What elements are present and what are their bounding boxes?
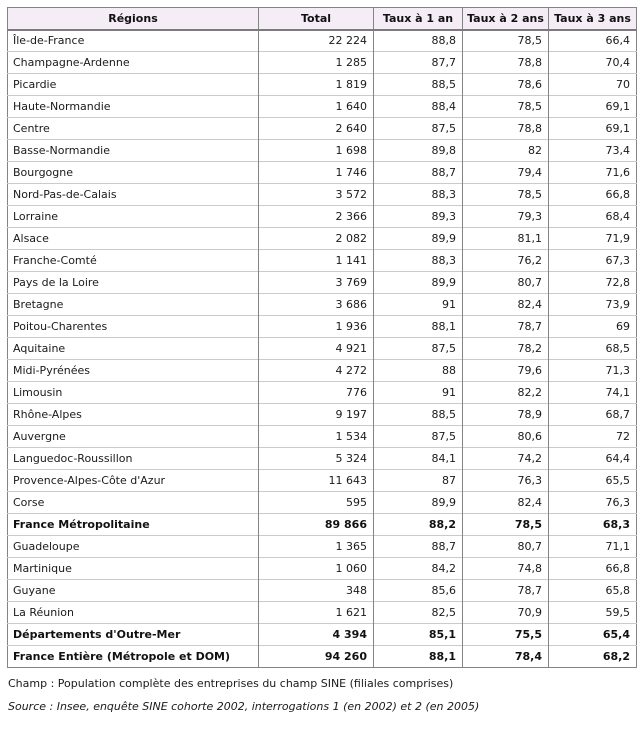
value-cell: 78,4 <box>463 646 549 668</box>
value-cell: 88,7 <box>374 536 463 558</box>
table-row <box>8 206 637 228</box>
value-cell: 72,8 <box>549 272 637 294</box>
table-row <box>8 426 637 448</box>
table-row <box>8 272 637 294</box>
value-cell: 91 <box>374 382 463 404</box>
value-cell: 89,9 <box>374 272 463 294</box>
table-row <box>8 580 637 602</box>
value-cell: 91 <box>374 294 463 316</box>
table-row <box>8 184 637 206</box>
value-cell: 79,6 <box>463 360 549 382</box>
value-cell: 3 686 <box>259 294 374 316</box>
region-name-cell: Basse-Normandie <box>8 140 259 162</box>
table-row <box>8 140 637 162</box>
value-cell: 88,3 <box>374 250 463 272</box>
value-cell: 776 <box>259 382 374 404</box>
value-cell: 9 197 <box>259 404 374 426</box>
region-name-cell: France Entière (Métropole et DOM) <box>8 646 259 668</box>
value-cell: 1 698 <box>259 140 374 162</box>
value-cell: 71,1 <box>549 536 637 558</box>
value-cell: 87,5 <box>374 338 463 360</box>
value-cell: 74,8 <box>463 558 549 580</box>
region-name-cell: Départements d'Outre-Mer <box>8 624 259 646</box>
table-row <box>8 52 637 74</box>
region-name-cell: Languedoc-Roussillon <box>8 448 259 470</box>
value-cell: 78,5 <box>463 30 549 52</box>
value-cell: 78,8 <box>463 118 549 140</box>
value-cell: 82,4 <box>463 294 549 316</box>
region-name-cell: Lorraine <box>8 206 259 228</box>
region-name-cell: Rhône-Alpes <box>8 404 259 426</box>
region-name-cell: Guadeloupe <box>8 536 259 558</box>
column-header: Taux à 1 an <box>374 8 463 30</box>
region-name-cell: Corse <box>8 492 259 514</box>
region-name-cell: Provence-Alpes-Côte d'Azur <box>8 470 259 492</box>
table-row <box>8 470 637 492</box>
value-cell: 2 082 <box>259 228 374 250</box>
regions-stats-table <box>7 7 637 668</box>
region-name-cell: France Métropolitaine <box>8 514 259 536</box>
value-cell: 85,6 <box>374 580 463 602</box>
value-cell: 88,7 <box>374 162 463 184</box>
value-cell: 89,3 <box>374 206 463 228</box>
value-cell: 78,7 <box>463 316 549 338</box>
value-cell: 59,5 <box>549 602 637 624</box>
value-cell: 87 <box>374 470 463 492</box>
value-cell: 1 819 <box>259 74 374 96</box>
value-cell: 85,1 <box>374 624 463 646</box>
value-cell: 2 366 <box>259 206 374 228</box>
value-cell: 64,4 <box>549 448 637 470</box>
value-cell: 22 224 <box>259 30 374 52</box>
value-cell: 75,5 <box>463 624 549 646</box>
value-cell: 88 <box>374 360 463 382</box>
table-row <box>8 294 637 316</box>
region-name-cell: Pays de la Loire <box>8 272 259 294</box>
value-cell: 1 285 <box>259 52 374 74</box>
value-cell: 80,7 <box>463 272 549 294</box>
value-cell: 79,3 <box>463 206 549 228</box>
region-name-cell: Champagne-Ardenne <box>8 52 259 74</box>
region-name-cell: Auvergne <box>8 426 259 448</box>
value-cell: 11 643 <box>259 470 374 492</box>
value-cell: 1 141 <box>259 250 374 272</box>
value-cell: 89,9 <box>374 492 463 514</box>
value-cell: 82 <box>463 140 549 162</box>
value-cell: 88,1 <box>374 646 463 668</box>
table-row <box>8 30 637 52</box>
table-row <box>8 514 637 536</box>
value-cell: 595 <box>259 492 374 514</box>
region-name-cell: Martinique <box>8 558 259 580</box>
value-cell: 70,4 <box>549 52 637 74</box>
table-row <box>8 162 637 184</box>
value-cell: 67,3 <box>549 250 637 272</box>
value-cell: 1 621 <box>259 602 374 624</box>
region-name-cell: Alsace <box>8 228 259 250</box>
region-name-cell: Nord-Pas-de-Calais <box>8 184 259 206</box>
value-cell: 78,5 <box>463 514 549 536</box>
region-name-cell: Haute-Normandie <box>8 96 259 118</box>
value-cell: 87,5 <box>374 118 463 140</box>
value-cell: 79,4 <box>463 162 549 184</box>
value-cell: 66,4 <box>549 30 637 52</box>
value-cell: 71,6 <box>549 162 637 184</box>
region-name-cell: Aquitaine <box>8 338 259 360</box>
table-row <box>8 448 637 470</box>
value-cell: 65,5 <box>549 470 637 492</box>
value-cell: 80,6 <box>463 426 549 448</box>
value-cell: 71,9 <box>549 228 637 250</box>
value-cell: 74,2 <box>463 448 549 470</box>
value-cell: 78,7 <box>463 580 549 602</box>
value-cell: 66,8 <box>549 184 637 206</box>
table-row <box>8 602 637 624</box>
value-cell: 82,2 <box>463 382 549 404</box>
value-cell: 78,5 <box>463 96 549 118</box>
value-cell: 82,5 <box>374 602 463 624</box>
value-cell: 68,3 <box>549 514 637 536</box>
region-name-cell: Centre <box>8 118 259 140</box>
champ-note: Champ : Population complète des entreprises du champ SINE (filiales comprises) <box>8 677 454 690</box>
value-cell: 84,2 <box>374 558 463 580</box>
value-cell: 65,4 <box>549 624 637 646</box>
table-row <box>8 624 637 646</box>
value-cell: 78,5 <box>463 184 549 206</box>
value-cell: 88,5 <box>374 74 463 96</box>
value-cell: 3 572 <box>259 184 374 206</box>
region-name-cell: Franche-Comté <box>8 250 259 272</box>
value-cell: 68,4 <box>549 206 637 228</box>
value-cell: 1 746 <box>259 162 374 184</box>
region-name-cell: Picardie <box>8 74 259 96</box>
value-cell: 88,3 <box>374 184 463 206</box>
region-name-cell: Bretagne <box>8 294 259 316</box>
value-cell: 78,6 <box>463 74 549 96</box>
value-cell: 70,9 <box>463 602 549 624</box>
table-header <box>8 8 637 30</box>
source-note: Source : Insee, enquête SINE cohorte 2002, interrogations 1 (en 2002) et 2 (en 2005) <box>8 700 480 713</box>
value-cell: 87,5 <box>374 426 463 448</box>
region-name-cell: Midi-Pyrénées <box>8 360 259 382</box>
value-cell: 71,3 <box>549 360 637 382</box>
value-cell: 74,1 <box>549 382 637 404</box>
value-cell: 1 936 <box>259 316 374 338</box>
value-cell: 69,1 <box>549 118 637 140</box>
value-cell: 78,9 <box>463 404 549 426</box>
region-name-cell: Poitou-Charentes <box>8 316 259 338</box>
value-cell: 348 <box>259 580 374 602</box>
value-cell: 4 921 <box>259 338 374 360</box>
table-row <box>8 536 637 558</box>
value-cell: 88,8 <box>374 30 463 52</box>
value-cell: 1 640 <box>259 96 374 118</box>
column-header: Taux à 2 ans <box>463 8 549 30</box>
value-cell: 76,3 <box>463 470 549 492</box>
table-row <box>8 118 637 140</box>
value-cell: 1 365 <box>259 536 374 558</box>
value-cell: 68,2 <box>549 646 637 668</box>
region-name-cell: La Réunion <box>8 602 259 624</box>
value-cell: 66,8 <box>549 558 637 580</box>
value-cell: 69 <box>549 316 637 338</box>
region-name-cell: Bourgogne <box>8 162 259 184</box>
value-cell: 89,9 <box>374 228 463 250</box>
value-cell: 68,7 <box>549 404 637 426</box>
table-row <box>8 96 637 118</box>
value-cell: 1 534 <box>259 426 374 448</box>
table-row <box>8 558 637 580</box>
value-cell: 76,2 <box>463 250 549 272</box>
region-name-cell: Guyane <box>8 580 259 602</box>
table-row <box>8 492 637 514</box>
value-cell: 80,7 <box>463 536 549 558</box>
value-cell: 73,9 <box>549 294 637 316</box>
value-cell: 94 260 <box>259 646 374 668</box>
value-cell: 69,1 <box>549 96 637 118</box>
value-cell: 78,2 <box>463 338 549 360</box>
value-cell: 70 <box>549 74 637 96</box>
table-row <box>8 404 637 426</box>
table-row <box>8 360 637 382</box>
table-row <box>8 646 637 668</box>
column-header: Total <box>259 8 374 30</box>
value-cell: 4 394 <box>259 624 374 646</box>
value-cell: 68,5 <box>549 338 637 360</box>
value-cell: 81,1 <box>463 228 549 250</box>
value-cell: 88,2 <box>374 514 463 536</box>
table-row <box>8 338 637 360</box>
value-cell: 89,8 <box>374 140 463 162</box>
region-name-cell: Limousin <box>8 382 259 404</box>
value-cell: 73,4 <box>549 140 637 162</box>
value-cell: 3 769 <box>259 272 374 294</box>
value-cell: 84,1 <box>374 448 463 470</box>
value-cell: 89 866 <box>259 514 374 536</box>
header-row <box>8 8 637 30</box>
value-cell: 87,7 <box>374 52 463 74</box>
value-cell: 5 324 <box>259 448 374 470</box>
column-header: Régions <box>8 8 259 30</box>
value-cell: 72 <box>549 426 637 448</box>
table-row <box>8 382 637 404</box>
table-row <box>8 250 637 272</box>
value-cell: 65,8 <box>549 580 637 602</box>
table-row <box>8 228 637 250</box>
value-cell: 78,8 <box>463 52 549 74</box>
region-name-cell: Île-de-France <box>13 34 85 48</box>
value-cell: 1 060 <box>259 558 374 580</box>
column-header: Taux à 3 ans <box>549 8 637 30</box>
value-cell: 82,4 <box>463 492 549 514</box>
value-cell: 2 640 <box>259 118 374 140</box>
value-cell: 4 272 <box>259 360 374 382</box>
value-cell: 88,1 <box>374 316 463 338</box>
value-cell: 88,4 <box>374 96 463 118</box>
table-body <box>8 30 637 668</box>
table-row <box>8 74 637 96</box>
table-row <box>8 316 637 338</box>
value-cell: 76,3 <box>549 492 637 514</box>
value-cell: 88,5 <box>374 404 463 426</box>
